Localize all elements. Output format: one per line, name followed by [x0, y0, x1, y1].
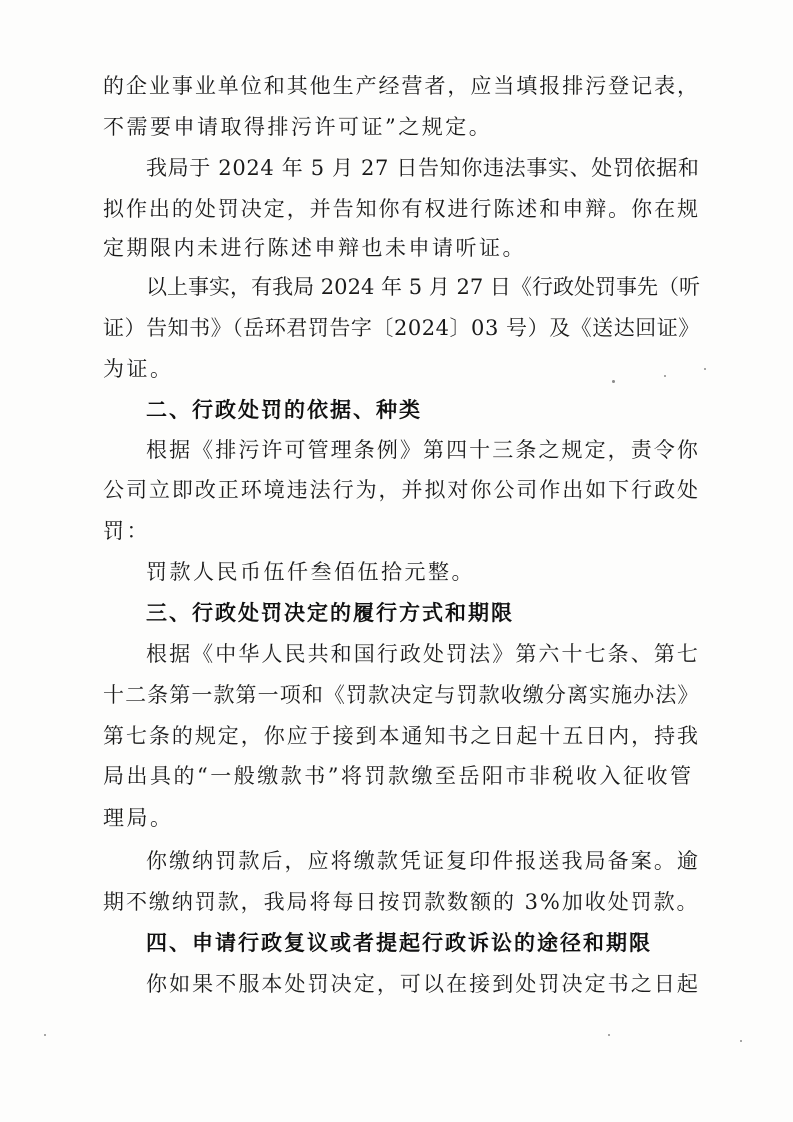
text-line: 拟作出的处罚决定，并告知你有权进行陈述和申辩。你在规 [103, 197, 700, 221]
text-line: 根据《中华人民共和国行政处罚法》第六十七条、第七 [146, 642, 700, 666]
text-line: 局出具的“一般缴款书”将罚款缴至岳阳市非税收入征收管 [103, 764, 694, 788]
text-line: 根据《排污许可管理条例》第四十三条之规定，责令你 [146, 438, 700, 462]
text-line: 的企业事业单位和其他生产经营者，应当填报排污登记表， [103, 74, 700, 98]
scan-speck [704, 368, 706, 370]
text-line: 公司立即改正环境违法行为，并拟对你公司作出如下行政处 [103, 478, 700, 502]
text-line: 定期限内未进行陈述申辩也未申请听证。 [103, 236, 526, 260]
text-line: 你如果不服本处罚决定，可以在接到处罚决定书之日起 [146, 972, 700, 996]
text-line: 期不缴纳罚款，我局将每日按罚款数额的 3%加收处罚款。 [103, 890, 700, 914]
scan-speck [44, 1034, 46, 1036]
text-line: 不需要申请取得排污许可证”之规定。 [103, 115, 493, 139]
scan-speck [740, 1040, 742, 1042]
text-line: 第七条的规定，你应于接到本通知书之日起十五日内，持我 [103, 724, 700, 748]
text-line: 证）告知书》（岳环君罚告字〔2024〕03 号）及《送达回证》 [103, 316, 700, 340]
scan-speck [608, 1034, 610, 1036]
text-line: 以上事实，有我局 2024 年 5 月 27 日《行政处罚事先（听 [146, 275, 701, 299]
text-line: 罚： [103, 519, 150, 543]
text-line: 你缴纳罚款后，应将缴款凭证复印件报送我局备案。逾 [146, 849, 700, 873]
text-line: 十二条第一款第一项和《罚款决定与罚款收缴分离实施办法》 [103, 683, 700, 707]
text-line: 我局于 2024 年 5 月 27 日告知你违法事实、处罚依据和 [146, 156, 700, 180]
text-line: 罚款人民币伍仟叁佰伍拾元整。 [146, 560, 475, 584]
section-heading: 四、申请行政复议或者提起行政诉讼的途径和期限 [146, 931, 652, 955]
text-line: 理局。 [103, 806, 174, 830]
scan-speck [612, 380, 615, 383]
section-heading: 三、行政处罚决定的履行方式和期限 [146, 601, 514, 625]
text-line: 为证。 [103, 357, 174, 381]
scan-speck [664, 375, 666, 377]
section-heading: 二、行政处罚的依据、种类 [146, 398, 422, 422]
